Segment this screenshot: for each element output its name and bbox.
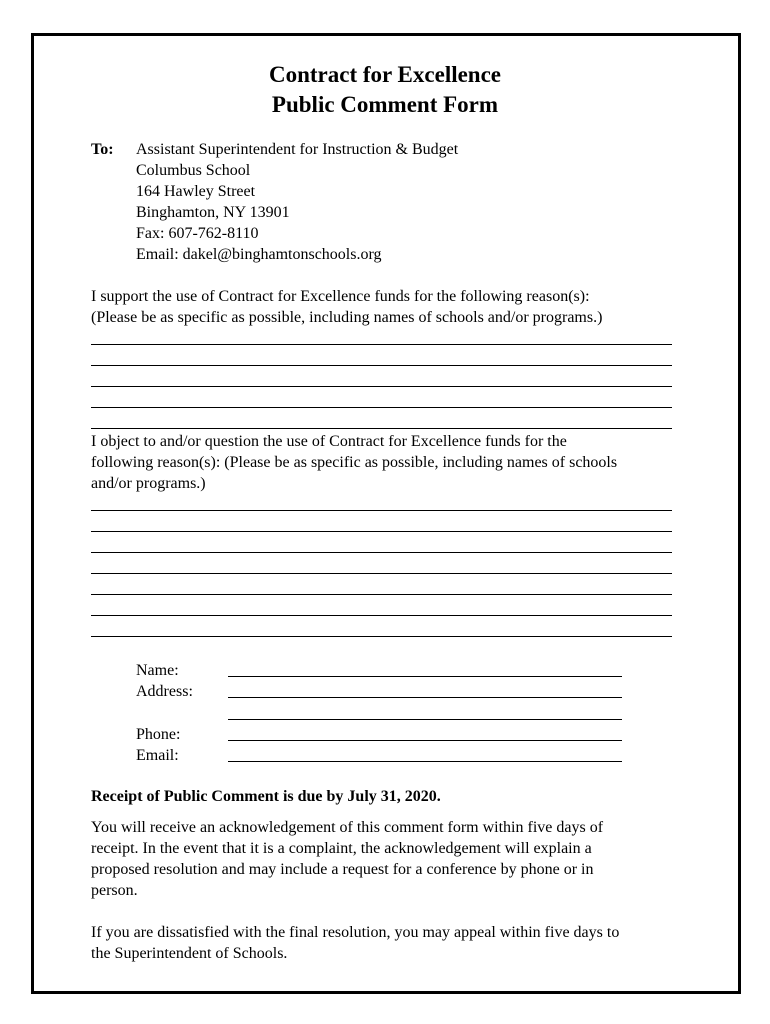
appeal-line2: the Superintendent of Schools. xyxy=(91,945,288,962)
to-label: To: xyxy=(91,141,114,158)
object-answer-line-3[interactable] xyxy=(91,552,672,553)
object-prompt-line2: following reason(s): (Please be as specific as possible, including names of schools xyxy=(91,454,618,471)
support-answer-line-2[interactable] xyxy=(91,365,672,366)
object-answer-line-2[interactable] xyxy=(91,531,672,532)
object-answer-line-5[interactable] xyxy=(91,594,672,595)
object-prompt-line3: and/or programs.) xyxy=(91,475,206,492)
object-answer-line-1[interactable] xyxy=(91,510,672,511)
recipient-title: Assistant Superintendent for Instruction & Budget xyxy=(136,141,459,158)
email-label: Email: xyxy=(136,747,179,764)
address-label: Address: xyxy=(136,683,193,700)
name-field[interactable] xyxy=(228,676,622,677)
acknowledgement-line3: proposed resolution and may include a request for a conference by phone or in xyxy=(91,861,594,878)
acknowledgement-line2: receipt. In the event that it is a complaint, the acknowledgement will explain a xyxy=(91,840,592,857)
phone-field[interactable] xyxy=(228,740,622,741)
support-answer-line-3[interactable] xyxy=(91,386,672,387)
deadline-notice: Receipt of Public Comment is due by July 31, 2020. xyxy=(91,788,441,805)
form-title-line2: Public Comment Form xyxy=(271,92,499,117)
acknowledgement-line4: person. xyxy=(91,882,138,899)
email-field[interactable] xyxy=(228,761,622,762)
support-prompt-line2: (Please be as specific as possible, including names of schools and/or programs.) xyxy=(91,309,603,326)
phone-label: Phone: xyxy=(136,726,181,743)
support-prompt-line1: I support the use of Contract for Excellence funds for the following reason(s): xyxy=(91,288,590,305)
address-field-line-2[interactable] xyxy=(228,719,622,720)
support-answer-line-4[interactable] xyxy=(91,407,672,408)
support-answer-line-1[interactable] xyxy=(91,344,672,345)
support-answer-line-5[interactable] xyxy=(91,428,672,429)
object-answer-line-4[interactable] xyxy=(91,573,672,574)
object-answer-line-7[interactable] xyxy=(91,636,672,637)
object-prompt-line1: I object to and/or question the use of Contract for Excellence funds for the xyxy=(91,433,567,450)
recipient-city: Binghamton, NY 13901 xyxy=(136,204,290,221)
recipient-school: Columbus School xyxy=(136,162,251,179)
name-label: Name: xyxy=(136,662,179,679)
appeal-line1: If you are dissatisfied with the final resolution, you may appeal within five days to xyxy=(91,924,620,941)
recipient-fax: Fax: 607-762-8110 xyxy=(136,225,259,242)
acknowledgement-line1: You will receive an acknowledgement of this comment form within five days of xyxy=(91,819,604,836)
object-answer-line-6[interactable] xyxy=(91,615,672,616)
form-title-line1: Contract for Excellence xyxy=(268,62,502,87)
address-field-line-1[interactable] xyxy=(228,697,622,698)
recipient-street: 164 Hawley Street xyxy=(136,183,256,200)
recipient-email: Email: dakel@binghamtonschools.org xyxy=(136,246,382,263)
